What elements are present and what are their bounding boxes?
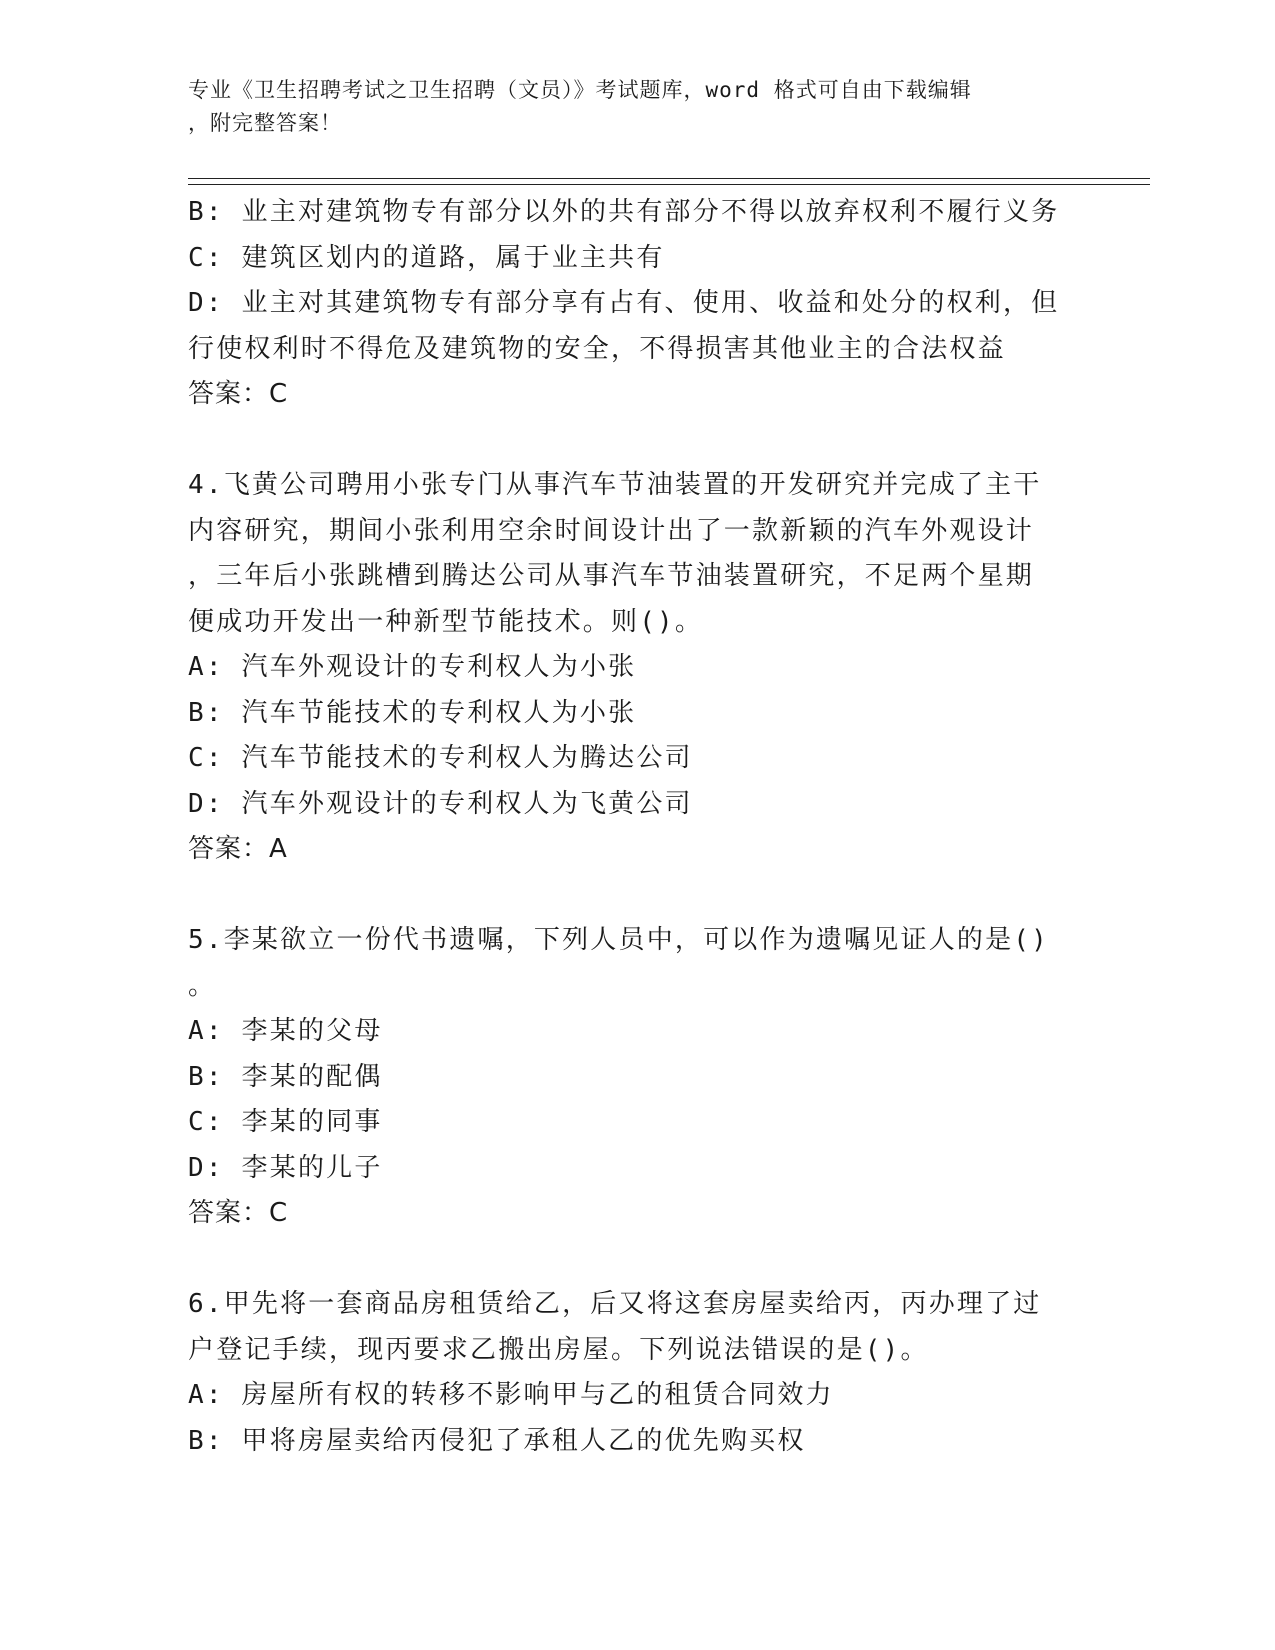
question-3-continued bbox=[188, 190, 1088, 418]
option-d: D: 李某的儿子 bbox=[188, 1152, 383, 1183]
question-5 bbox=[188, 918, 1088, 1237]
spacer bbox=[188, 418, 1088, 464]
spacer bbox=[188, 873, 1088, 919]
header-rule-bottom bbox=[188, 184, 1150, 185]
option-a: A: 李某的父母 bbox=[188, 1016, 383, 1046]
option-d: D: 汽车外观设计的专利权人为飞黄公司 bbox=[188, 788, 693, 819]
question-stem-line: 4.飞黄公司聘用小张专门从事汽车节油装置的开发研究并完成了主干 bbox=[188, 470, 1042, 500]
question-stem-line: 便成功开发出一种新型节能技术。则()。 bbox=[188, 606, 704, 637]
question-stem-line: ，三年后小张跳槽到腾达公司从事汽车节油装置研究，不足两个星期 bbox=[188, 561, 1035, 591]
answer: 答案：C bbox=[188, 379, 289, 409]
header-rule-top bbox=[188, 178, 1150, 179]
option-a: A: 房屋所有权的转移不影响甲与乙的租赁合同效力 bbox=[188, 1380, 834, 1410]
option-c: C: 李某的同事 bbox=[188, 1107, 383, 1137]
document-header bbox=[188, 74, 1068, 140]
answer: 答案：A bbox=[188, 834, 288, 864]
option-b: B: 李某的配偶 bbox=[188, 1061, 383, 1092]
question-stem-line: 6.甲先将一套商品房租赁给乙，后又将这套房屋卖给丙，丙办理了过 bbox=[188, 1289, 1042, 1319]
option-a: A: 汽车外观设计的专利权人为小张 bbox=[188, 652, 637, 682]
question-stem-line: 5.李某欲立一份代书遗嘱，下列人员中，可以作为遗嘱见证人的是() bbox=[188, 925, 1050, 955]
option-d-continued: 行使权利时不得危及建筑物的安全，不得损害其他业主的合法权益 bbox=[188, 333, 1006, 364]
option-d: D: 业主对其建筑物专有部分享有占有、使用、收益和处分的权利，但 bbox=[188, 288, 1060, 318]
option-c: C: 建筑区划内的道路，属于业主共有 bbox=[188, 242, 665, 273]
spacer bbox=[188, 1237, 1088, 1283]
header-line-2: ，附完整答案！ bbox=[188, 111, 342, 135]
question-stem-line: 户登记手续，现丙要求乙搬出房屋。下列说法错误的是()。 bbox=[188, 1334, 929, 1365]
exam-content bbox=[188, 190, 1088, 1464]
header-line-1: 专业《卫生招聘考试之卫生招聘（文员）》考试题库，word 格式可自由下载编辑 bbox=[188, 78, 972, 102]
question-4 bbox=[188, 463, 1088, 873]
option-b: B: 汽车节能技术的专利权人为小张 bbox=[188, 697, 637, 728]
option-b: B: 甲将房屋卖给丙侵犯了承租人乙的优先购买权 bbox=[188, 1425, 806, 1456]
option-c: C: 汽车节能技术的专利权人为腾达公司 bbox=[188, 743, 693, 773]
question-stem-line: 。 bbox=[188, 970, 217, 1001]
question-stem-line: 内容研究，期间小张利用空余时间设计出了一款新颖的汽车外观设计 bbox=[188, 515, 1035, 546]
question-6 bbox=[188, 1282, 1088, 1464]
option-b: B: 业主对建筑物专有部分以外的共有部分不得以放弃权利不履行义务 bbox=[188, 197, 1060, 227]
answer: 答案：C bbox=[188, 1198, 289, 1228]
